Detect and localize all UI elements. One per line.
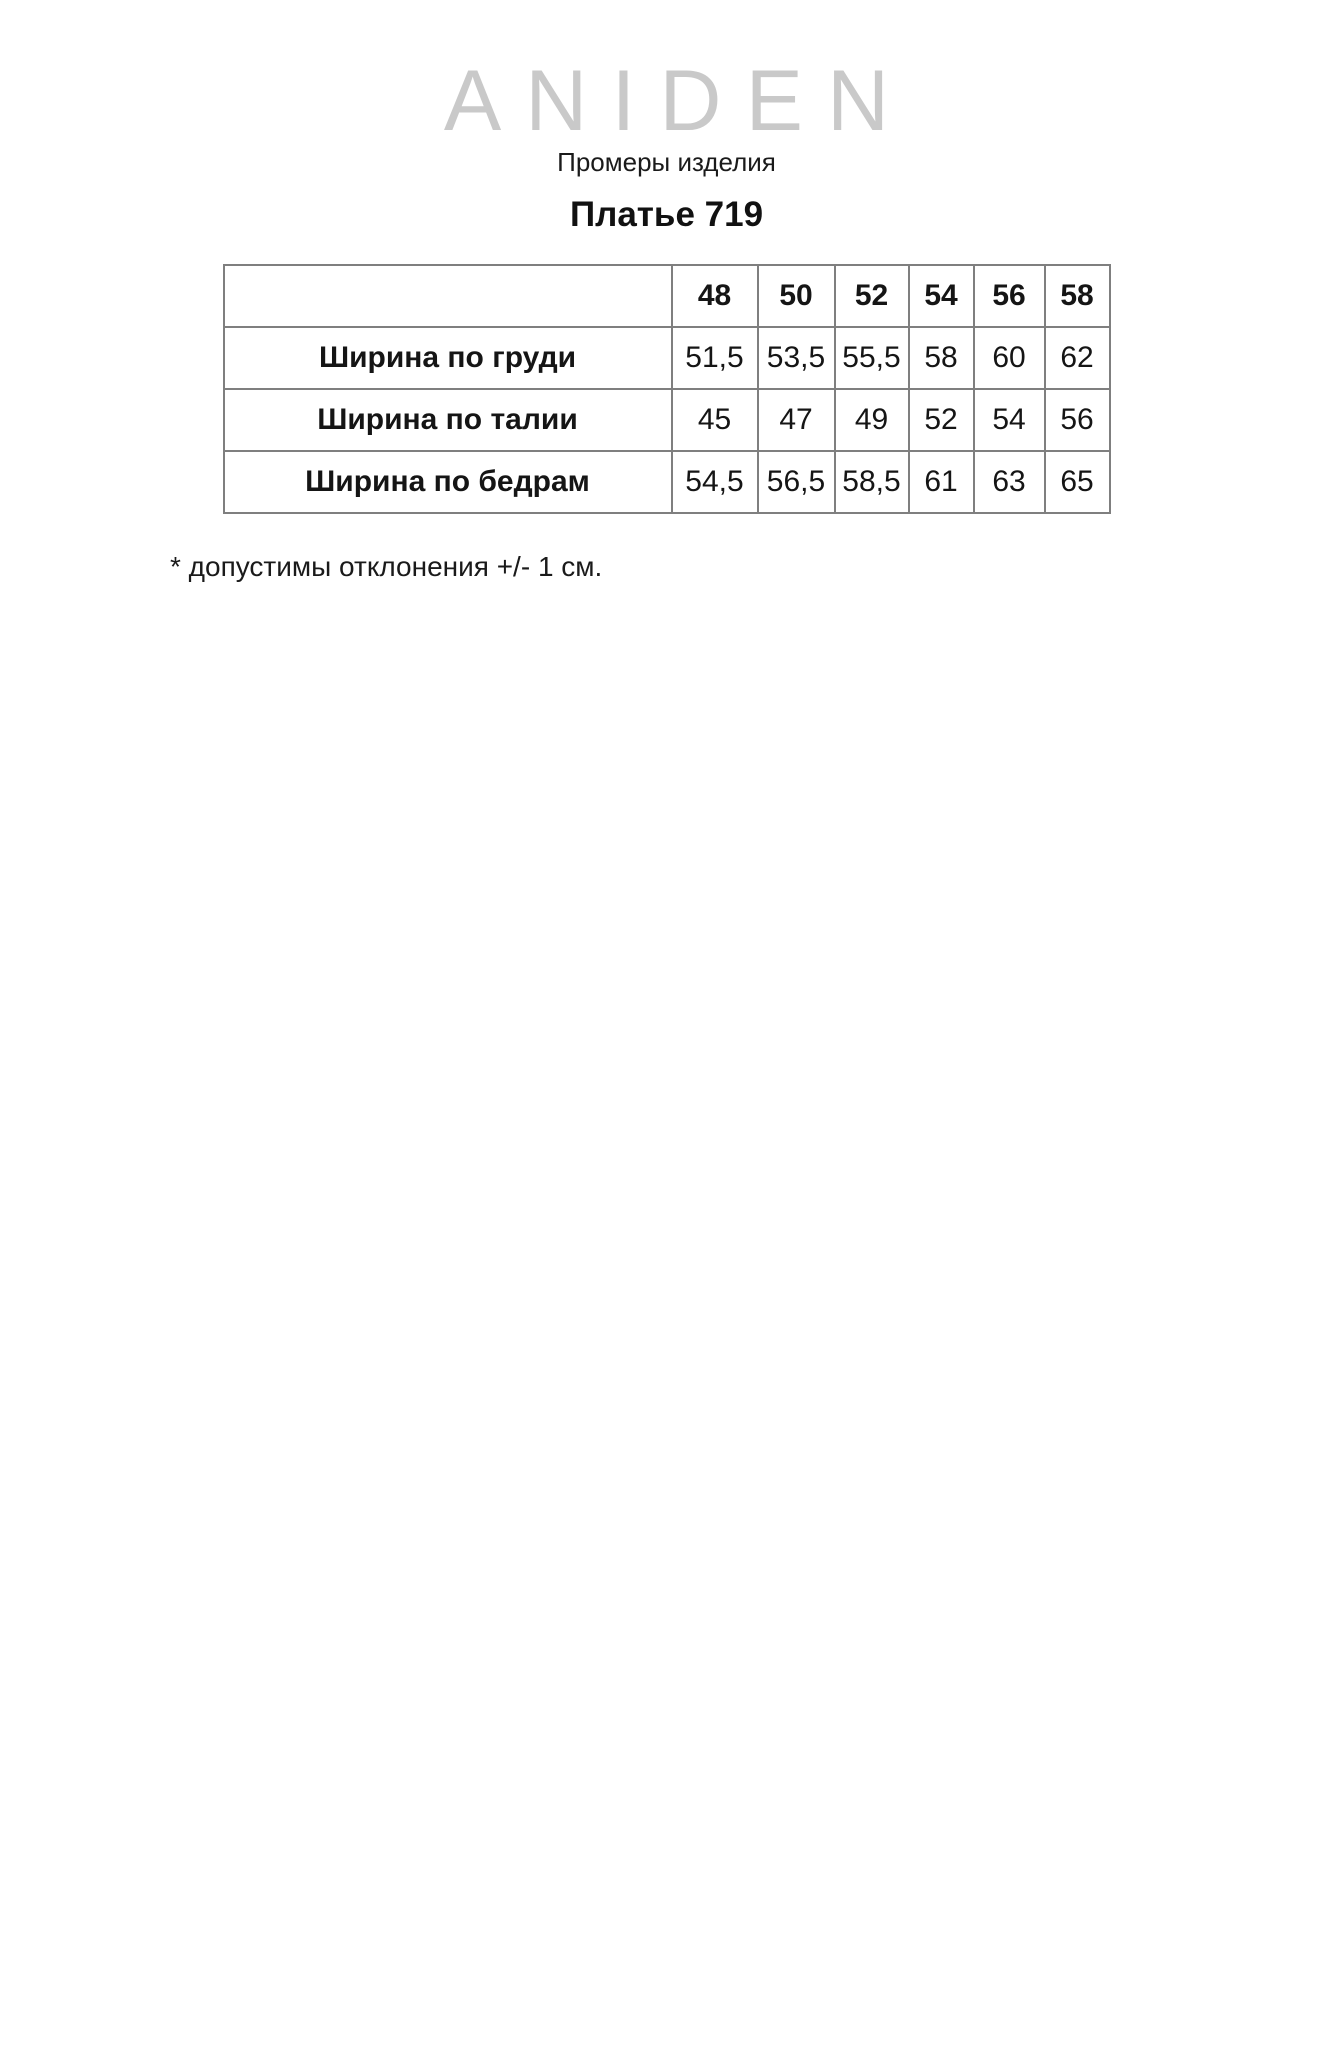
measurement-value: 45 — [672, 389, 758, 451]
document-page — [0, 53, 1333, 2058]
measurement-label: Ширина по талии — [224, 389, 672, 451]
page-title: Платье 719 — [569, 194, 764, 234]
measurement-value: 56,5 — [758, 451, 835, 513]
measurement-value: 49 — [835, 389, 909, 451]
size-column-header: 54 — [909, 265, 974, 327]
table-row-waist — [224, 389, 1110, 451]
measurement-value: 51,5 — [672, 327, 758, 389]
measurement-value: 58,5 — [835, 451, 909, 513]
measurement-value: 47 — [758, 389, 835, 451]
size-header-row — [224, 265, 1110, 327]
size-table — [223, 264, 1111, 514]
size-column-header: 58 — [1045, 265, 1110, 327]
size-column-header: 50 — [758, 265, 835, 327]
table-row-hips — [224, 451, 1110, 513]
size-column-header: 48 — [672, 265, 758, 327]
measurement-value: 60 — [974, 327, 1045, 389]
measurement-value: 52 — [909, 389, 974, 451]
measurement-label: Ширина по бедрам — [224, 451, 672, 513]
table-row-chest — [224, 327, 1110, 389]
measurement-value: 54,5 — [672, 451, 758, 513]
measurement-value: 65 — [1045, 451, 1110, 513]
page-subtitle: Промеры изделия — [557, 147, 776, 177]
measurement-label: Ширина по груди — [224, 327, 672, 389]
measurement-value: 55,5 — [835, 327, 909, 389]
size-column-header: 52 — [835, 265, 909, 327]
measurement-value: 53,5 — [758, 327, 835, 389]
measurement-value: 61 — [909, 451, 974, 513]
corner-cell — [224, 265, 672, 327]
size-column-header: 56 — [974, 265, 1045, 327]
measurement-value: 56 — [1045, 389, 1110, 451]
measurement-value: 58 — [909, 327, 974, 389]
measurement-value: 62 — [1045, 327, 1110, 389]
brand-logo: ANIDEN — [443, 53, 914, 149]
tolerance-footnote: * допустимы отклонения +/- 1 см. — [170, 550, 603, 582]
measurement-value: 63 — [974, 451, 1045, 513]
measurement-value: 54 — [974, 389, 1045, 451]
